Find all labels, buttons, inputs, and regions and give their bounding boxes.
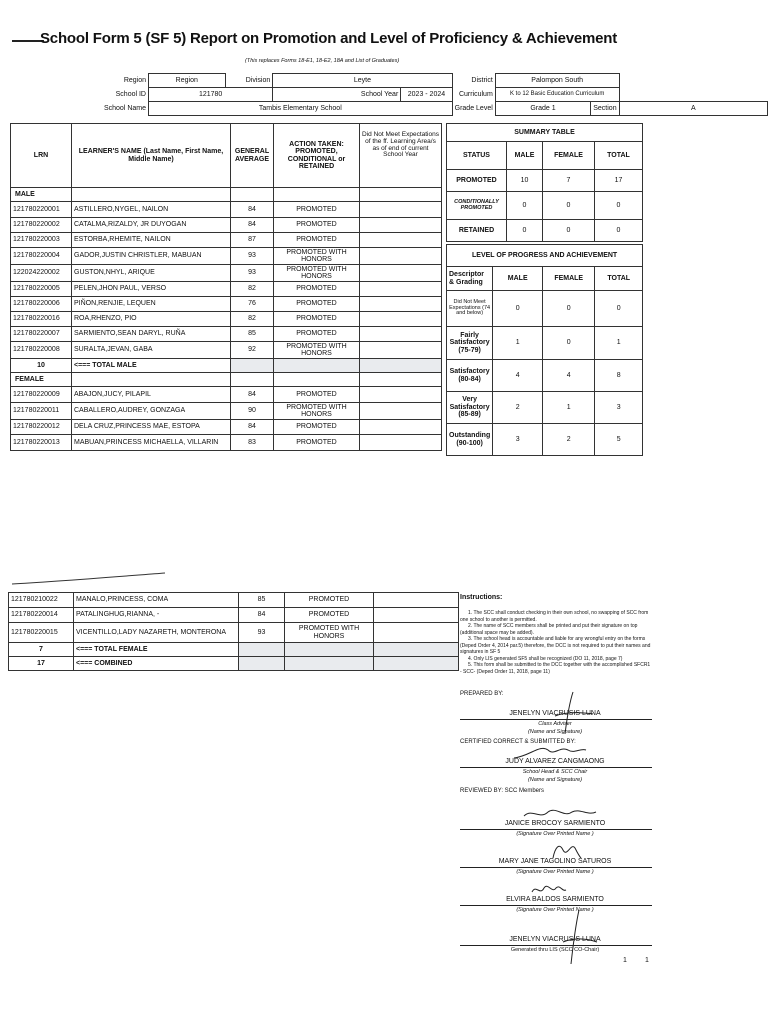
female-section-blank bbox=[72, 373, 231, 387]
member-1-name: JANICE BROCOY SARMIENTO bbox=[504, 820, 606, 827]
summary-status: CONDITIONALLY PROMOTED bbox=[447, 192, 507, 220]
co-chair-line bbox=[460, 945, 652, 946]
page-number-left: 1 bbox=[623, 957, 627, 964]
learner-not-met bbox=[360, 248, 442, 265]
male-section-label: MALE bbox=[11, 188, 72, 202]
section-value: A bbox=[619, 102, 767, 116]
district-value: Palompon South bbox=[495, 74, 619, 88]
learner-not-met bbox=[374, 608, 459, 623]
learner-average: 92 bbox=[231, 342, 274, 359]
level-descriptor: Outstanding (90-100) bbox=[447, 424, 493, 456]
total-male-label: <=== TOTAL MALE bbox=[72, 359, 231, 373]
male-section-row bbox=[11, 188, 442, 202]
level-row bbox=[447, 392, 643, 424]
learner-average: 84 bbox=[231, 387, 274, 403]
co-chair-role: Generated thru LIS (SCC CO-Chair) bbox=[510, 947, 600, 953]
grade-level-label: Grade Level bbox=[454, 104, 493, 112]
learner-lrn: 121780210022 bbox=[9, 593, 74, 608]
prepared-by-label: PREPARED BY: bbox=[460, 691, 504, 697]
learner-action: PROMOTED WITH HONORS bbox=[274, 265, 360, 282]
learner-not-met bbox=[374, 593, 459, 608]
level-row bbox=[447, 291, 643, 327]
school-name-label: School Name bbox=[103, 104, 146, 112]
learner-lrn: 121780220015 bbox=[9, 623, 74, 643]
member-3-line bbox=[460, 905, 652, 906]
combined-label: <=== COMBINED bbox=[74, 657, 239, 671]
level-descriptor: Satisfactory (80-84) bbox=[447, 360, 493, 392]
male-section-blank bbox=[72, 188, 231, 202]
table-row bbox=[9, 608, 459, 623]
table-row bbox=[11, 202, 442, 218]
summary-total: 0 bbox=[595, 192, 643, 220]
level-descriptor: Fairly Satisfactory (75-79) bbox=[447, 327, 493, 360]
total-male-row bbox=[11, 359, 442, 373]
learner-average: 84 bbox=[239, 608, 285, 623]
learner-average: 84 bbox=[231, 420, 274, 435]
total-female-label: <=== TOTAL FEMALE bbox=[74, 643, 239, 657]
combined-blank bbox=[239, 657, 285, 671]
total-female-blank bbox=[239, 643, 285, 657]
learner-average: 93 bbox=[231, 248, 274, 265]
learner-name: ASTILLERO,NYGEL, NAILON bbox=[72, 202, 231, 218]
level-total: 8 bbox=[595, 360, 643, 392]
certified-by-name: JUDY ALVAREZ CANGMAONG bbox=[505, 758, 605, 765]
summary-title: SUMMARY TABLE bbox=[447, 124, 643, 142]
learner-lrn: 121780220007 bbox=[11, 327, 72, 342]
combined-row bbox=[9, 657, 459, 671]
learner-not-met bbox=[360, 327, 442, 342]
table-row bbox=[11, 248, 442, 265]
total-female-count: 7 bbox=[9, 643, 74, 657]
total-male-blank bbox=[274, 359, 360, 373]
level-total: 3 bbox=[595, 392, 643, 424]
learner-not-met bbox=[360, 387, 442, 403]
learner-action: PROMOTED bbox=[274, 327, 360, 342]
level-header-descriptor: Descriptor & Grading bbox=[447, 267, 493, 291]
learner-not-met bbox=[360, 202, 442, 218]
page-number-right: 1 bbox=[645, 957, 649, 964]
learner-average: 76 bbox=[231, 297, 274, 312]
summary-male: 10 bbox=[507, 170, 543, 192]
district-label: District bbox=[471, 76, 493, 84]
certified-by-role: School Head & SCC Chair bbox=[522, 769, 588, 775]
combined-count: 17 bbox=[9, 657, 74, 671]
learner-lrn: 121780220006 bbox=[11, 297, 72, 312]
division-label: Division bbox=[245, 76, 271, 84]
learner-action: PROMOTED WITH HONORS bbox=[274, 403, 360, 420]
learner-action: PROMOTED WITH HONORS bbox=[274, 342, 360, 359]
learner-name: ESTORBA,RHEMITE, NAILON bbox=[72, 233, 231, 248]
learner-name: MABUAN,PRINCESS MICHAELLA, VILLARIN bbox=[72, 435, 231, 451]
learner-lrn: 121780220011 bbox=[11, 403, 72, 420]
summary-row bbox=[447, 170, 643, 192]
prepared-by-name: JENELYN VIACRUSIS LUNA bbox=[509, 710, 601, 717]
level-female: 0 bbox=[543, 291, 595, 327]
learner-average: 83 bbox=[231, 435, 274, 451]
header-learner-name: LEARNER'S NAME (Last Name, First Name, Middle Name) bbox=[72, 124, 231, 188]
learner-average: 85 bbox=[231, 327, 274, 342]
learner-action: PROMOTED bbox=[274, 420, 360, 435]
level-total: 5 bbox=[595, 424, 643, 456]
level-title: LEVEL OF PROGRESS AND ACHIEVEMENT bbox=[447, 245, 643, 267]
summary-table bbox=[446, 123, 643, 242]
learner-name: SURALTA,JEVAN, GABA bbox=[72, 342, 231, 359]
total-female-blank bbox=[285, 643, 374, 657]
learner-action: PROMOTED WITH HONORS bbox=[274, 248, 360, 265]
summary-row bbox=[447, 220, 643, 242]
member-1-role: (Signature Over Printed Name ) bbox=[516, 831, 594, 837]
learners-table-continued bbox=[8, 592, 459, 671]
level-row bbox=[447, 424, 643, 456]
table-row bbox=[11, 282, 442, 297]
level-total: 0 bbox=[595, 291, 643, 327]
certified-by-label: CERTIFIED CORRECT & SUBMITTED BY: bbox=[460, 739, 576, 745]
member-2-line bbox=[460, 867, 652, 868]
instruction-3: 3. The school head is accountable and liable for any wrongful entry on the forms (Deped Order 4, 2014 par.5) therefore, the DCC is not required to put their names and signatures in SF 5 bbox=[460, 636, 651, 656]
table-row bbox=[11, 297, 442, 312]
summary-header-status: STATUS bbox=[447, 142, 507, 170]
level-header-female: FEMALE bbox=[543, 267, 595, 291]
level-header-total: TOTAL bbox=[595, 267, 643, 291]
learner-not-met bbox=[360, 233, 442, 248]
learner-action: PROMOTED bbox=[274, 435, 360, 451]
learner-average: 93 bbox=[231, 265, 274, 282]
female-section-label: FEMALE bbox=[11, 373, 72, 387]
summary-female: 0 bbox=[543, 220, 595, 242]
learner-average: 84 bbox=[231, 202, 274, 218]
total-female-row bbox=[9, 643, 459, 657]
co-chair-name: JENELYN VIACRUSIS LUNA bbox=[509, 936, 601, 943]
level-total: 1 bbox=[595, 327, 643, 360]
level-female: 1 bbox=[543, 392, 595, 424]
learner-not-met bbox=[360, 403, 442, 420]
learner-lrn: 122024220002 bbox=[11, 265, 72, 282]
summary-female: 7 bbox=[543, 170, 595, 192]
member-3-role: (Signature Over Printed Name ) bbox=[516, 907, 594, 913]
summary-header-female: FEMALE bbox=[543, 142, 595, 170]
header-action-taken: ACTION TAKEN: PROMOTED, CONDITIONAL or RETAINED bbox=[274, 124, 360, 188]
total-female-blank bbox=[374, 643, 459, 657]
instruction-5: 5. This form shall be submitted to the DCC together with the accomplished SFCR1 - SCC- (Deped Order 11, 2018, page 11) bbox=[460, 662, 651, 675]
table-row bbox=[11, 218, 442, 233]
summary-female: 0 bbox=[543, 192, 595, 220]
instruction-4: 4. Only LIS generated SF5 shall be recognized (DO 11, 2018, page 7) bbox=[468, 655, 623, 662]
learner-action: PROMOTED bbox=[285, 593, 374, 608]
level-row bbox=[447, 360, 643, 392]
learner-lrn: 121780220013 bbox=[11, 435, 72, 451]
learner-name: CATALMA,RIZALDY, JR DUYOGAN bbox=[72, 218, 231, 233]
learner-lrn: 121780220014 bbox=[9, 608, 74, 623]
page-title: School Form 5 (SF 5) Report on Promotion and Level of Proficiency & Achievement bbox=[40, 30, 618, 47]
table-row bbox=[11, 233, 442, 248]
learner-not-met bbox=[360, 265, 442, 282]
summary-row bbox=[447, 192, 643, 220]
learner-average: 84 bbox=[231, 218, 274, 233]
table-row bbox=[11, 387, 442, 403]
learner-action: PROMOTED bbox=[285, 608, 374, 623]
learner-action: PROMOTED bbox=[274, 282, 360, 297]
level-female: 2 bbox=[543, 424, 595, 456]
total-male-count: 10 bbox=[11, 359, 72, 373]
learner-average: 87 bbox=[231, 233, 274, 248]
school-year-value: 2023 - 2024 bbox=[401, 88, 452, 102]
learner-lrn: 121780220009 bbox=[11, 387, 72, 403]
level-header-male: MALE bbox=[493, 267, 543, 291]
certified-by-line bbox=[460, 767, 652, 768]
header-general-average: GENERAL AVERAGE bbox=[231, 124, 274, 188]
pen-stroke-mark bbox=[10, 570, 170, 590]
total-male-blank bbox=[231, 359, 274, 373]
certified-by-role-note: (Name and Signature) bbox=[527, 777, 583, 783]
summary-total: 17 bbox=[595, 170, 643, 192]
learner-not-met bbox=[360, 342, 442, 359]
learner-action: PROMOTED bbox=[274, 387, 360, 403]
learner-lrn: 121780220008 bbox=[11, 342, 72, 359]
region-label: Region bbox=[123, 76, 146, 84]
learner-action: PROMOTED bbox=[274, 202, 360, 218]
learner-lrn: 121780220004 bbox=[11, 248, 72, 265]
learner-action: PROMOTED bbox=[274, 312, 360, 327]
table-row bbox=[11, 403, 442, 420]
level-male: 1 bbox=[493, 327, 543, 360]
learner-lrn: 121780220001 bbox=[11, 202, 72, 218]
curriculum-label: Curriculum bbox=[458, 90, 493, 98]
level-descriptor: Did Not Meet Expectations (74 and below) bbox=[447, 291, 493, 327]
learner-name: CABALLERO,AUDREY, GONZAGA bbox=[72, 403, 231, 420]
learner-lrn: 121780220003 bbox=[11, 233, 72, 248]
header-lrn: LRN bbox=[11, 124, 72, 188]
learner-name: DELA CRUZ,PRINCESS MAE, ESTOPA bbox=[72, 420, 231, 435]
division-value: Leyte bbox=[273, 74, 452, 88]
learner-name: ROA,RHENZO, PIO bbox=[72, 312, 231, 327]
learner-name: GADOR,JUSTIN CHRISTLER, MABUAN bbox=[72, 248, 231, 265]
prepared-by-line bbox=[460, 719, 652, 720]
table-row bbox=[11, 312, 442, 327]
learner-name: PIÑON,RENJIE, LEQUEN bbox=[72, 297, 231, 312]
learner-not-met bbox=[360, 297, 442, 312]
table-row bbox=[11, 420, 442, 435]
summary-header-male: MALE bbox=[507, 142, 543, 170]
level-male: 0 bbox=[493, 291, 543, 327]
female-section-blank bbox=[360, 373, 442, 387]
prepared-by-role-note: (Name and Signature) bbox=[527, 729, 583, 735]
combined-blank bbox=[285, 657, 374, 671]
learner-name: PATALINGHUG,RIANNA, - bbox=[74, 608, 239, 623]
learner-action: PROMOTED bbox=[274, 218, 360, 233]
level-descriptor: Very Satisfactory (85-89) bbox=[447, 392, 493, 424]
level-female: 4 bbox=[543, 360, 595, 392]
learner-lrn: 121780220012 bbox=[11, 420, 72, 435]
learner-lrn: 121780220002 bbox=[11, 218, 72, 233]
learner-action: PROMOTED bbox=[274, 297, 360, 312]
table-row bbox=[11, 435, 442, 451]
learner-not-met bbox=[360, 312, 442, 327]
level-male: 4 bbox=[493, 360, 543, 392]
learner-average: 93 bbox=[239, 623, 285, 643]
header-did-not-meet: Did Not Meet Expectations of the ff. Learning Area/s as of end of current School Year bbox=[360, 124, 442, 188]
learners-table bbox=[10, 123, 442, 451]
school-id-label: School ID bbox=[115, 90, 146, 98]
learner-name: GUSTON,NHYL, ARIQUE bbox=[72, 265, 231, 282]
prepared-by-role: Class Adviser bbox=[538, 721, 572, 727]
instruction-1: 1. The SCC shall conduct checking in their own school, no swapping of SCC from one school to another is permitted. bbox=[460, 610, 649, 623]
summary-status: PROMOTED bbox=[447, 170, 507, 192]
learner-average: 90 bbox=[231, 403, 274, 420]
combined-blank bbox=[374, 657, 459, 671]
member-3-name: ELVIRA BALDOS SARMIENTO bbox=[506, 896, 604, 903]
grade-level-value: Grade 1 bbox=[495, 102, 590, 116]
table-row bbox=[11, 342, 442, 359]
school-year-label: School Year bbox=[273, 88, 401, 102]
table-row bbox=[9, 593, 459, 608]
region-value: Region bbox=[149, 74, 226, 88]
member-1-line bbox=[460, 829, 652, 830]
learner-name: SARMIENTO,SEAN DARYL, RUÑA bbox=[72, 327, 231, 342]
summary-header-total: TOTAL bbox=[595, 142, 643, 170]
male-section-blank bbox=[231, 188, 274, 202]
summary-male: 0 bbox=[507, 220, 543, 242]
summary-male: 0 bbox=[507, 192, 543, 220]
reviewed-by-label: REVIEWED BY: SCC Members bbox=[460, 788, 545, 794]
learner-name: MANALO,PRINCESS, COMA bbox=[74, 593, 239, 608]
total-male-blank bbox=[360, 359, 442, 373]
instructions-block bbox=[460, 593, 652, 675]
learner-average: 85 bbox=[239, 593, 285, 608]
member-2-name: MARY JANE TAGOLINO SATUROS bbox=[498, 858, 612, 865]
female-section-blank bbox=[274, 373, 360, 387]
school-id-value: 121780 bbox=[149, 88, 273, 102]
page-subtitle: (This replaces Forms 18-E1, 18-E2, 18A and List of Graduates) bbox=[245, 58, 400, 64]
female-section-blank bbox=[231, 373, 274, 387]
learner-not-met bbox=[374, 623, 459, 643]
learner-name: ABAJON,JUCY, PILAPIL bbox=[72, 387, 231, 403]
instruction-2: 2. The name of SCC members shall be printed and put their signature on top (additional space may be added). bbox=[460, 623, 638, 636]
level-of-progress-table bbox=[446, 244, 643, 456]
table-row bbox=[11, 327, 442, 342]
curriculum-value: K to 12 Basic Education Curriculum bbox=[495, 88, 619, 102]
instructions-title: Instructions: bbox=[460, 594, 503, 601]
table-row bbox=[11, 265, 442, 282]
learner-action: PROMOTED bbox=[274, 233, 360, 248]
school-info-table bbox=[95, 73, 768, 116]
table-row bbox=[9, 623, 459, 643]
learner-action: PROMOTED WITH HONORS bbox=[285, 623, 374, 643]
learner-not-met bbox=[360, 420, 442, 435]
level-row bbox=[447, 327, 643, 360]
level-male: 3 bbox=[493, 424, 543, 456]
school-name-value: Tambis Elementary School bbox=[149, 102, 453, 116]
summary-status: RETAINED bbox=[447, 220, 507, 242]
learner-average: 82 bbox=[231, 312, 274, 327]
female-section-row bbox=[11, 373, 442, 387]
section-label: Section bbox=[591, 102, 619, 116]
learner-name: VICENTILLO,LADY NAZARETH, MONTERONA bbox=[74, 623, 239, 643]
learner-lrn: 121780220005 bbox=[11, 282, 72, 297]
learner-not-met bbox=[360, 435, 442, 451]
learner-name: PELEN,JHON PAUL, VERSO bbox=[72, 282, 231, 297]
summary-total: 0 bbox=[595, 220, 643, 242]
level-male: 2 bbox=[493, 392, 543, 424]
learner-lrn: 121780220016 bbox=[11, 312, 72, 327]
level-female: 0 bbox=[543, 327, 595, 360]
male-section-blank bbox=[274, 188, 360, 202]
learner-average: 82 bbox=[231, 282, 274, 297]
learner-not-met bbox=[360, 218, 442, 233]
learner-not-met bbox=[360, 282, 442, 297]
member-2-role: (Signature Over Printed Name ) bbox=[516, 869, 594, 875]
male-section-blank bbox=[360, 188, 442, 202]
